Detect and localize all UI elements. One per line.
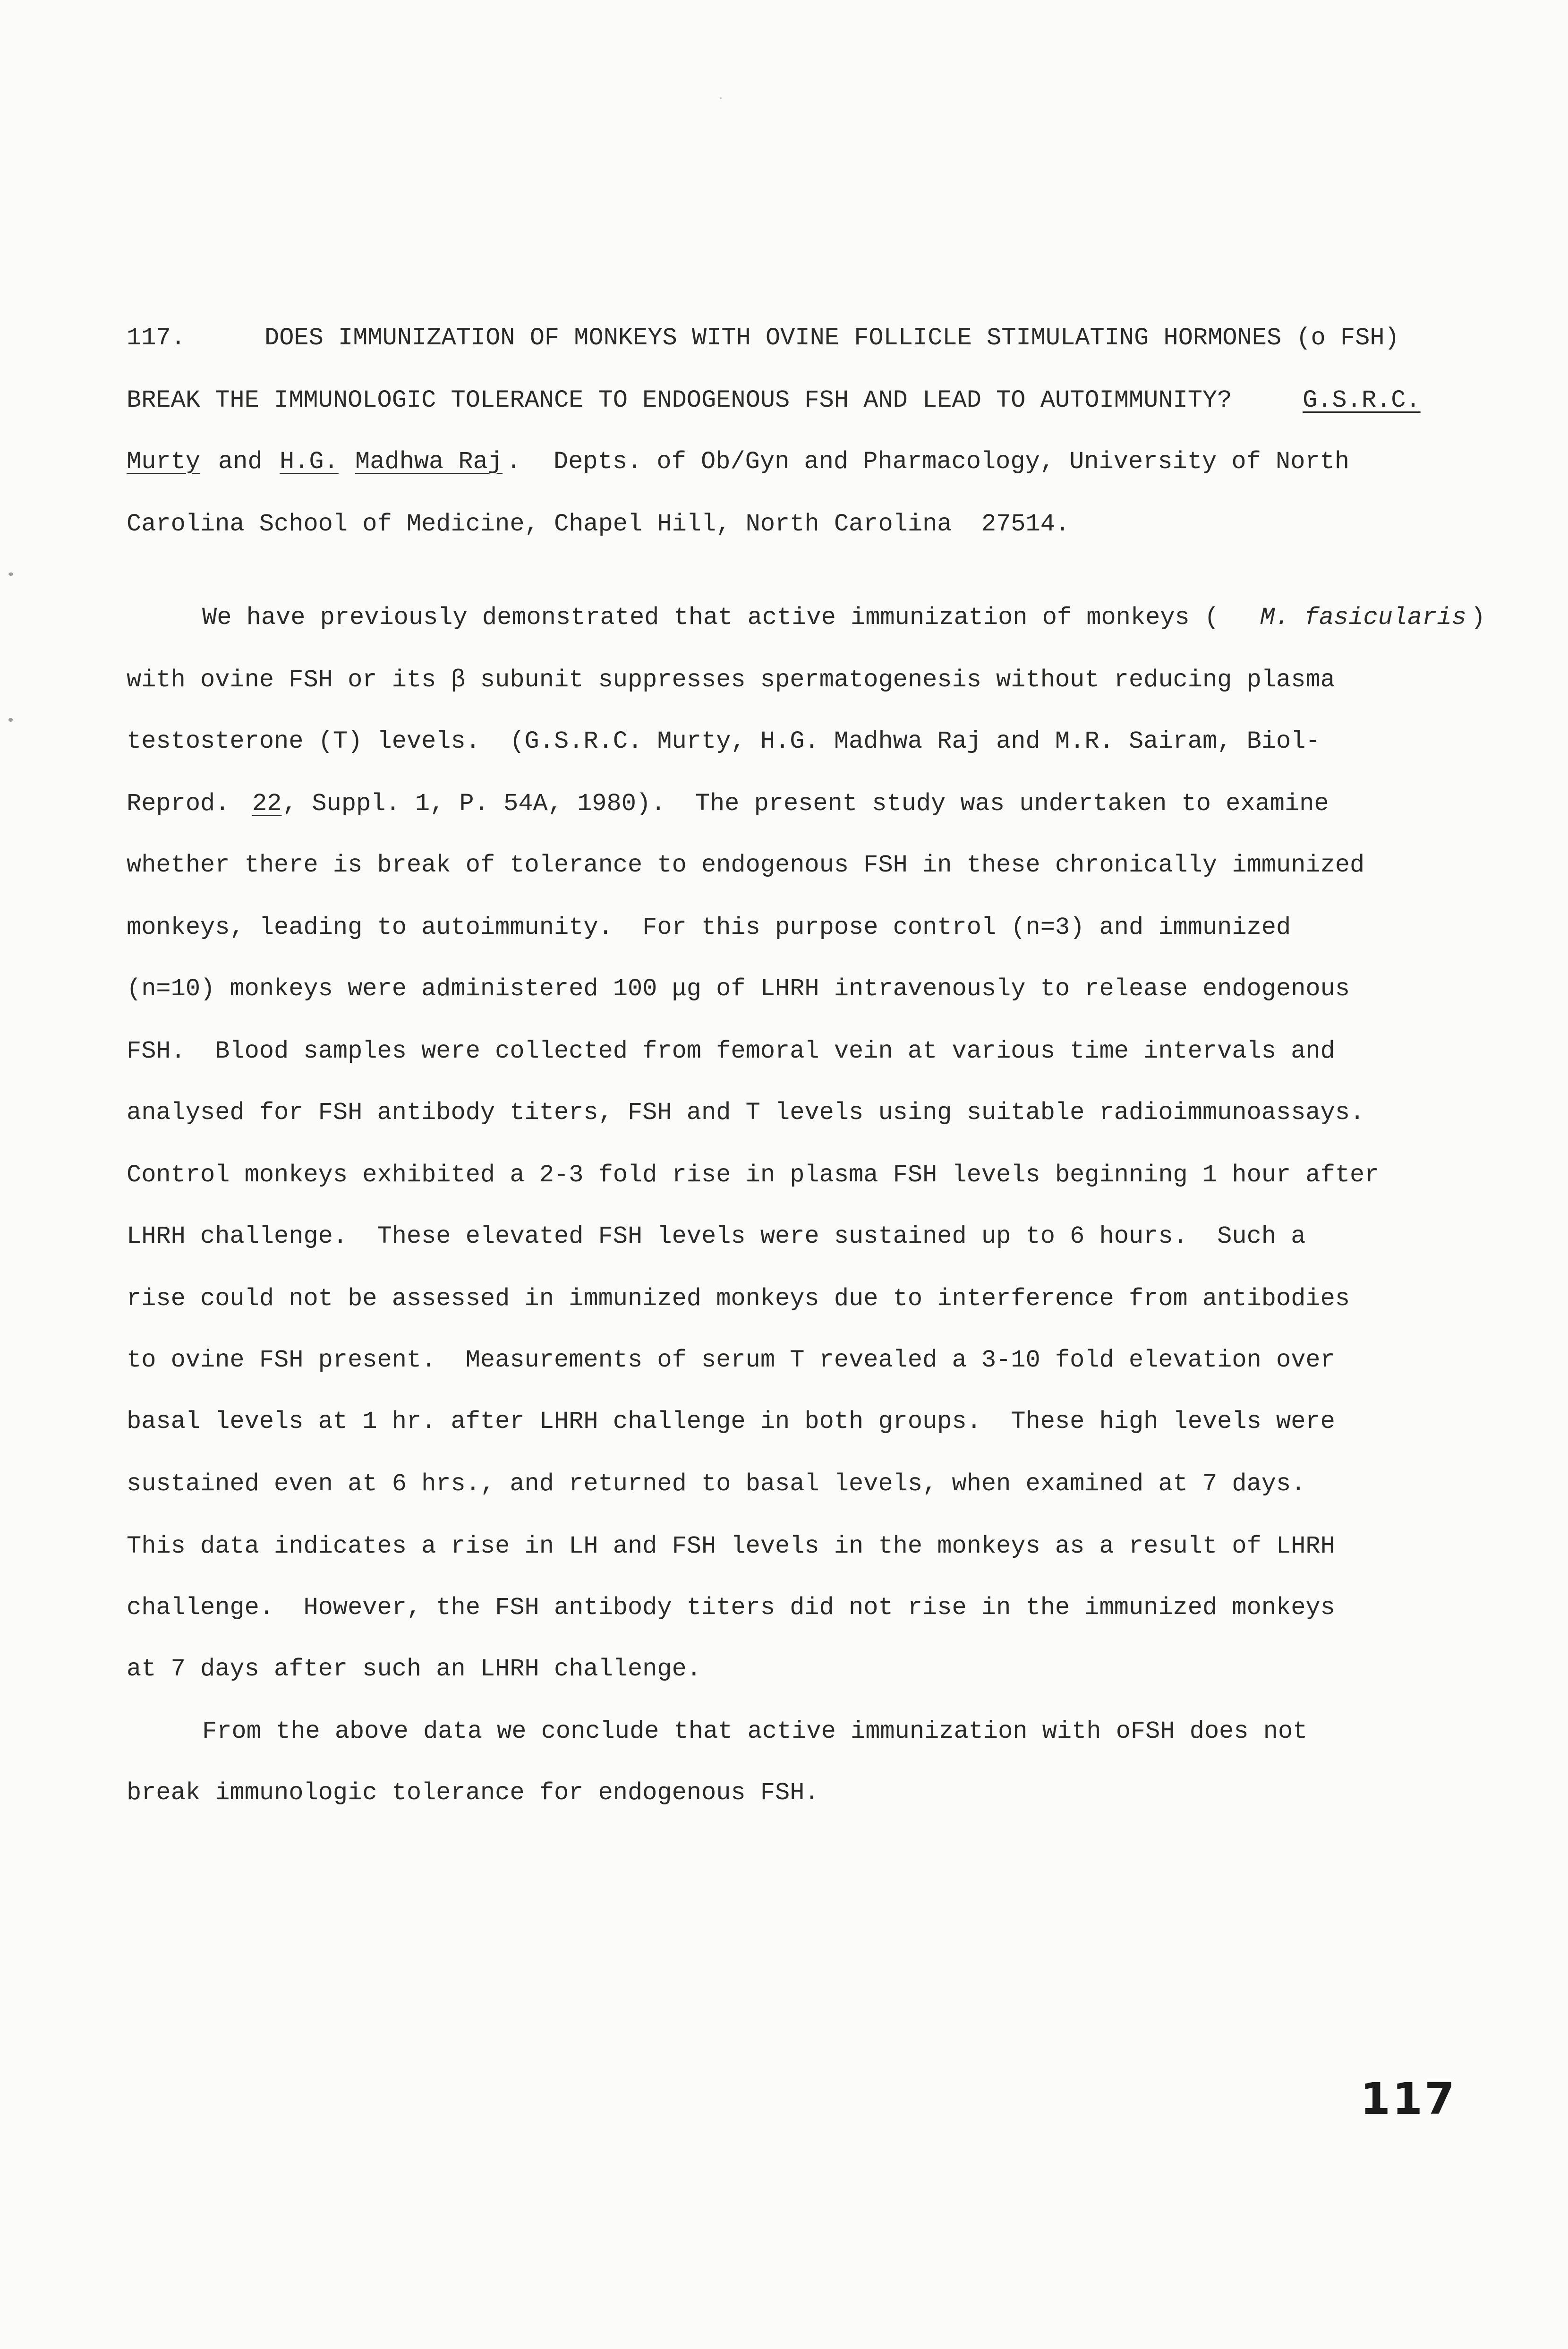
- abstract-title-part-2: BREAK THE IMMUNOLOGIC TOLERANCE TO ENDOGENOUS FSH AND LEAD TO AUTOIMMUNITY?: [127, 386, 1232, 414]
- author-conjunction: and: [218, 448, 263, 476]
- body-text: (n=10) monkeys were administered 100 μg of LHRH intravenously to release endogenous: [127, 975, 1350, 1003]
- affiliation-line-2: Carolina School of Medicine, Chapel Hill, North Carolina 27514.: [127, 510, 1070, 538]
- body-text: basal levels at 1 hr. after LHRH challenge in both groups. These high levels were: [127, 1408, 1335, 1435]
- page-number: 117: [1360, 2074, 1457, 2124]
- body-text: ): [1471, 604, 1486, 632]
- author-1-surname: Murty: [127, 448, 201, 476]
- body-text: FSH. Blood samples were collected from femoral vein at various time intervals and: [127, 1037, 1335, 1065]
- author-1-initials: G.S.R.C.: [1303, 386, 1421, 414]
- body-text: sustained even at 6 hrs., and returned to basal levels, when examined at 7 days.: [127, 1470, 1306, 1498]
- author-2-name: Madhwa Raj: [355, 448, 503, 476]
- citation-volume: 22: [252, 790, 282, 818]
- author-2-initials: H.G.: [280, 448, 339, 476]
- affiliation-line-1: Depts. of Ob/Gyn and Pharmacology, University of North: [554, 448, 1350, 476]
- body-text: , Suppl. 1, P. 54A, 1980). The present study was undertaken to examine: [282, 790, 1329, 818]
- body-text: to ovine FSH present. Measurements of serum T revealed a 3-10 fold elevation over: [127, 1346, 1335, 1374]
- abstract-title-part-1: DOES IMMUNIZATION OF MONKEYS WITH OVINE FOLLICLE STIMULATING HORMONES (o FSH): [264, 324, 1399, 352]
- body-text: break immunologic tolerance for endogenous FSH.: [127, 1779, 819, 1807]
- body-text: analysed for FSH antibody titers, FSH and T levels using suitable radioimmunoassays.: [127, 1099, 1365, 1127]
- body-text: Control monkeys exhibited a 2-3 fold rise in plasma FSH levels beginning 1 hour after: [127, 1161, 1380, 1189]
- body-text: From the above data we conclude that active immunization with oFSH does not: [202, 1717, 1308, 1745]
- author-2-period: .: [506, 448, 521, 476]
- scan-speck: [9, 572, 13, 576]
- species-name: M. fasicularis: [1260, 604, 1466, 632]
- body-text: Reprod.: [127, 790, 230, 818]
- body-text: monkeys, leading to autoimmunity. For this purpose control (n=3) and immunized: [127, 914, 1291, 941]
- body-text: rise could not be assessed in immunized monkeys due to interference from antibodies: [127, 1285, 1350, 1313]
- abstract-number: 117.: [127, 324, 186, 352]
- scan-speck: [720, 97, 722, 99]
- body-text: challenge. However, the FSH antibody titers did not rise in the immunized monkeys: [127, 1594, 1335, 1622]
- body-text: This data indicates a rise in LH and FSH levels in the monkeys as a result of LHRH: [127, 1532, 1335, 1560]
- scan-speck: [9, 718, 13, 722]
- body-text: with ovine FSH or its β subunit suppresses spermatogenesis without reducing plasma: [127, 666, 1335, 694]
- body-text: LHRH challenge. These elevated FSH levels were sustained up to 6 hours. Such a: [127, 1222, 1306, 1250]
- body-text: testosterone (T) levels. (G.S.R.C. Murty, H.G. Madhwa Raj and M.R. Sairam, Biol-: [127, 727, 1321, 755]
- body-text: whether there is break of tolerance to endogenous FSH in these chronically immunized: [127, 851, 1365, 879]
- body-text: We have previously demonstrated that active immunization of monkeys (: [202, 604, 1219, 632]
- body-text: at 7 days after such an LHRH challenge.: [127, 1655, 701, 1683]
